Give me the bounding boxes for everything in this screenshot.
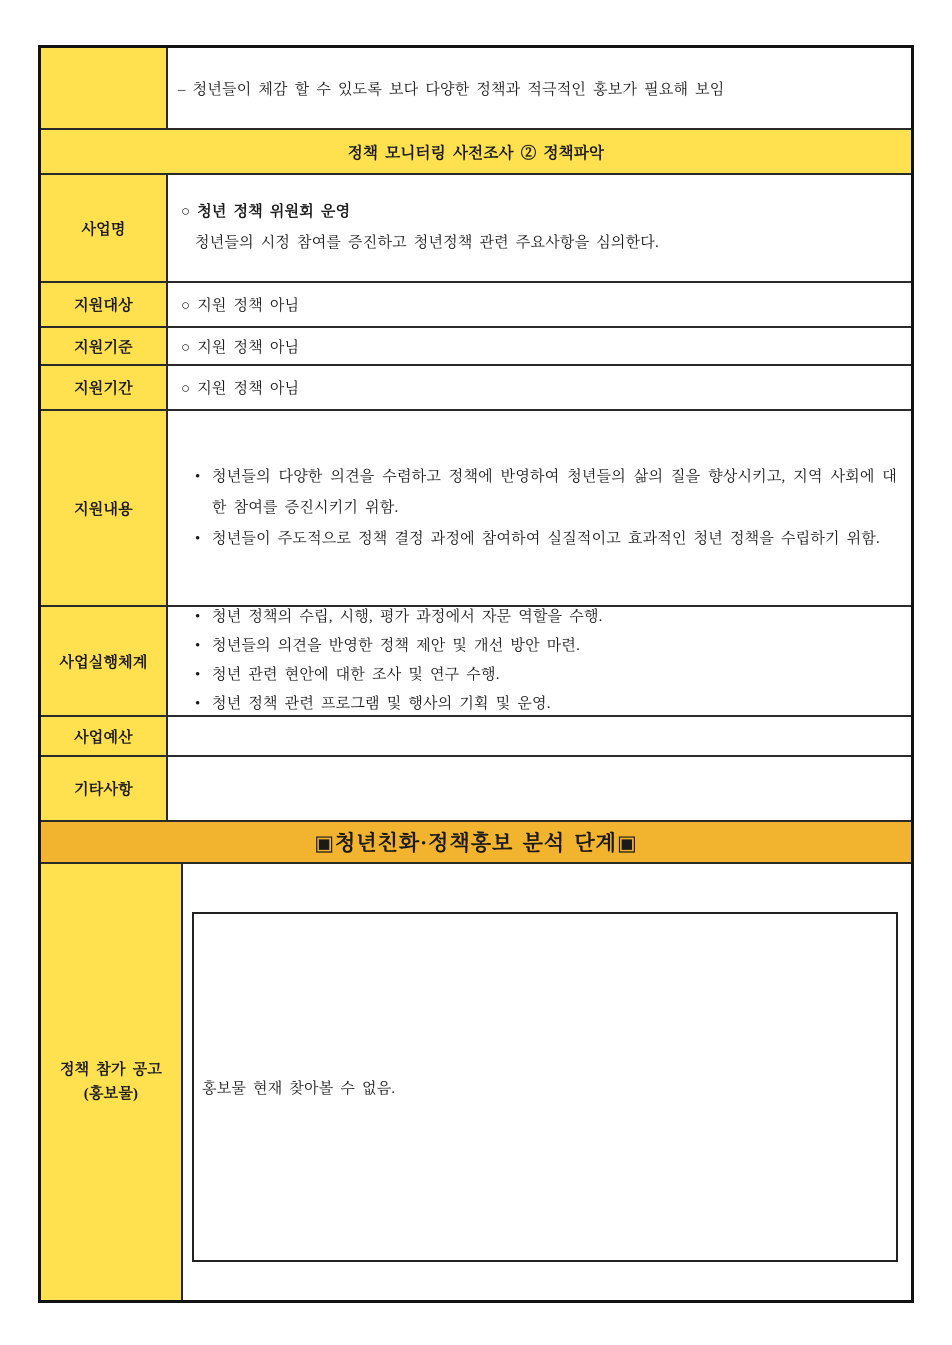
note-text: – 청년들이 체감 할 수 있도록 보다 다양한 정책과 적극적인 홍보가 필요해 보임 <box>168 48 911 128</box>
content-support-period: ○ 지원 정책 아님 <box>168 366 911 409</box>
bullet-item: • 청년 정책의 수립, 시행, 평가 과정에서 자문 역할을 수행. <box>195 603 897 632</box>
bullet-item: • 청년들이 주도적으로 정책 결정 과정에 참여하여 실질적이고 효과적인 청년 정책을 수립하기 위함. <box>195 524 897 555</box>
policy-monitoring-table <box>38 45 914 1303</box>
label-promo-notice <box>41 864 183 1300</box>
project-description: 청년들의 시정 참여를 증진하고 청년정책 관련 주요사항을 심의한다. <box>195 235 659 251</box>
promo-material-box <box>192 912 898 1262</box>
label-execution-system: 사업실행체계 <box>41 607 168 715</box>
row-support-target <box>41 283 911 328</box>
note-label-cell-empty <box>41 48 168 128</box>
bullet-item: • 청년들의 의견을 반영한 정책 제안 및 개선 방안 마련. <box>195 632 897 661</box>
label-project-budget: 사업예산 <box>41 717 168 755</box>
execution-system-bullet-list <box>195 603 897 719</box>
content-support-criteria: ○ 지원 정책 아님 <box>168 328 911 364</box>
promo-label-line2: (홍보물) <box>83 1086 139 1102</box>
row-support-content <box>41 411 911 607</box>
content-support-target: ○ 지원 정책 아님 <box>168 283 911 326</box>
content-other-notes-empty <box>168 757 911 820</box>
row-project-budget <box>41 717 911 757</box>
label-project-name: 사업명 <box>41 175 168 281</box>
project-title: ○ 청년 정책 위원회 운영 <box>181 204 351 220</box>
label-support-content: 지원내용 <box>41 411 168 605</box>
content-project-budget-empty <box>168 717 911 755</box>
promo-label-line1: 정책 참가 공고 <box>59 1062 163 1078</box>
row-other-notes <box>41 757 911 822</box>
content-execution-system <box>168 607 911 715</box>
promo-box-text: 홍보물 현재 찾아볼 수 없음. <box>202 1080 396 1097</box>
note-row <box>41 48 911 130</box>
content-support-content <box>168 411 911 605</box>
row-promo-notice <box>41 864 911 1300</box>
row-execution-system <box>41 607 911 717</box>
label-support-period: 지원기간 <box>41 366 168 409</box>
row-support-period <box>41 366 911 411</box>
content-project-name <box>168 175 911 281</box>
label-support-target: 지원대상 <box>41 283 168 326</box>
section1-banner-policy-survey: 정책 모니터링 사전조사 ② 정책파악 <box>41 130 911 175</box>
row-support-criteria <box>41 328 911 366</box>
support-content-bullet-list <box>195 462 897 555</box>
content-promo-notice <box>183 864 911 1300</box>
bullet-item: • 청년들의 다양한 의견을 수렴하고 정책에 반영하여 청년들의 삶의 질을 향상시키고, 지역 사회에 대한 참여를 증진시키기 위함. <box>195 462 897 524</box>
section2-banner-analysis-stage: ▣청년친화·정책홍보 분석 단계▣ <box>41 822 911 864</box>
bullet-item: • 청년 관련 현안에 대한 조사 및 연구 수행. <box>195 661 897 690</box>
label-other-notes: 기타사항 <box>41 757 168 820</box>
row-project-name <box>41 175 911 283</box>
bullet-item: • 청년 정책 관련 프로그램 및 행사의 기획 및 운영. <box>195 690 897 719</box>
label-support-criteria: 지원기준 <box>41 328 168 364</box>
